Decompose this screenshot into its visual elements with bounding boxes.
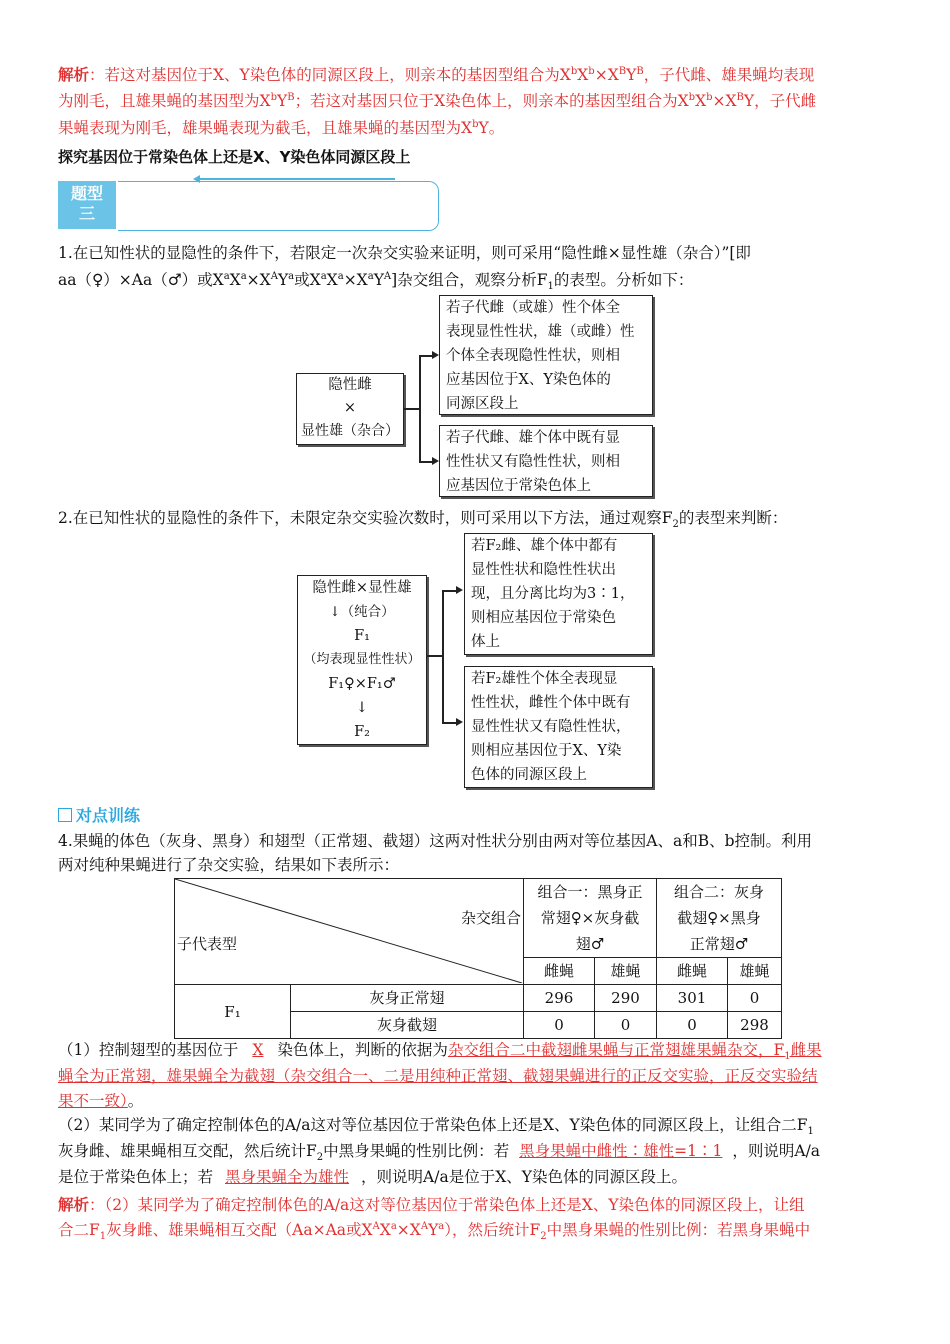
connector [419, 355, 421, 462]
diagram1-top-box: 若子代雌（或雄）性个体全 表现显性性状，雄（或雌）性 个体全表现隐性性状，则相 应基因位于X、Y染色体的 同源区段上 [439, 295, 653, 415]
table-cell: 290 [595, 985, 657, 1012]
question4-line2: 两对纯种果蝇进行了杂交实验，结果如下表所示： [58, 856, 400, 874]
diagram2-left-box: 隐性雌×显性雄 ↓（纯合） F₁ （均表现显性性状） F₁♀×F₁♂ ↓ F₂ [297, 575, 427, 745]
diagram1-left-box: 隐性雌 × 显性雄（杂合） [296, 373, 404, 445]
q4-part1-line3: 果不一致）。 [58, 1092, 144, 1110]
sub-header: 雌蝇 [657, 958, 728, 985]
diagram2-bottom-box: 若F₂雄性个体全表现显 性性状，雌性个体中既有 显性性状又有隐性性状， 则相应基因位于X、Y染 色体的同源区段上 [464, 666, 653, 788]
table-cell: 0 [728, 985, 782, 1012]
group1-header: 组合一：黑身正 常翅♀×灰身截 翅♂ [524, 879, 657, 958]
connector [404, 408, 420, 410]
connector [442, 590, 444, 723]
connector [442, 590, 456, 592]
connector [419, 461, 433, 463]
results-table [174, 878, 782, 1039]
arrow-right-icon [432, 351, 439, 359]
connector [442, 722, 456, 724]
paragraph1-line2: aa（♀）×Aa（♂）或$X^aX^a\times X^AY^a$或$X^aX^a\times X^aY^A$]杂交组合，观察分析$F_1$的表型。分析如下： [58, 270, 694, 293]
tag-panel [118, 181, 439, 231]
arrow-right-icon [456, 586, 463, 594]
tag-line2: 三 [78, 204, 95, 223]
table-cell: 298 [728, 1012, 782, 1039]
row-label: 灰身截翅 [291, 1012, 524, 1039]
header-cross-label: 杂交组合 [460, 909, 521, 927]
analysis-paragraph-line2: 为刚毛，且雄果蝇的基因型为$X^bY^B$；若这对基因只位于X染色体上，则亲本的基因型组合为$X^bX^b\times X^BY$，子代雌 [58, 91, 817, 110]
q4-part2-line1: （2）某同学为了确定控制体色的A/a这对等位基因位于常染色体上还是X、Y染色体的同源区段上，让组合二$F_1$ [58, 1116, 814, 1138]
connector [419, 355, 433, 357]
analysis-paragraph-line1: 解析：若这对基因位于X、Y染色体的同源区段上，则亲本的基因型组合为$X^bX^b\times X^BY^B$，子代雌、雄果蝇均表现 [58, 65, 815, 84]
answer-blank: X [252, 1041, 264, 1059]
diagram2-top-box: 若F₂雌、雄个体中都有 显性性状和隐性性状出 现，且分离比均为3∶1， 则相应基因位于常染色 体上 [464, 533, 653, 655]
q4-part1-line2: 蝇全为正常翅，雄果蝇全为截翅（杂交组合一、二是用纯种正常翅、截翅果蝇进行的正反交实验，正反交实验结 [58, 1067, 818, 1085]
answer-blank: 黑身果蝇中雌性∶雄性=1∶1 [519, 1142, 723, 1160]
table-cell: 0 [524, 1012, 595, 1039]
tag-arrow-line [195, 178, 395, 180]
table-diagonal-header [175, 879, 524, 985]
sub-header: 雌蝇 [524, 958, 595, 985]
analysis2-line1: 解析：（2）某同学为了确定控制体色的A/a这对等位基因位于常染色体上还是X、Y染色体的同源区段上，让组 [58, 1195, 805, 1214]
analysis-label: 解析 [58, 65, 90, 84]
table-cell: 0 [657, 1012, 728, 1039]
q4-part2-line2: 灰身雌、雄果蝇相互交配，然后统计$F_2$中黑身果蝇的性别比例：若 黑身果蝇中雌性∶雄性=1∶1 ，则说明A/a [58, 1142, 821, 1164]
training-section-title: 对点训练 [58, 803, 140, 826]
table-cell: 0 [595, 1012, 657, 1039]
paragraph2: 2.在已知性状的显隐性的条件下，未限定杂交实验次数时，则可采用以下方法，通过观察$F_2$的表型来判断： [58, 509, 788, 531]
q4-part1-line1: （1）控制翅型的基因位于 X 染色体上，判断的依据为杂交组合二中截翅雌果蝇与正常翅雄果蝇杂交，$F_1$雌果 [58, 1041, 822, 1063]
answer-blank: 杂交组合二中截翅雌果蝇与正常翅雄果蝇杂交，$F_1$雌果 [447, 1041, 822, 1063]
analysis-paragraph-line3: 果蝇表现为刚毛，雄果蝇表现为截毛，且雄果蝇的基因型为$X^bY$。 [58, 118, 505, 137]
question-type-tag [58, 181, 116, 229]
row-label: 灰身正常翅 [291, 985, 524, 1012]
paragraph1-line1: 1.在已知性状的显隐性的条件下，若限定一次杂交实验来证明，则可采用“隐性雌×显性雄（杂合）”[即 [58, 244, 751, 262]
group2-header: 组合二：灰身 截翅♀×黑身 正常翅♂ [657, 879, 782, 958]
header-offspring-label: 子代表型 [177, 935, 238, 953]
table-cell: 296 [524, 985, 595, 1012]
analysis2-line2: 合二$F_1$灰身雌、雄果蝇相互交配（Aa×Aa或$X^AX^a\times X^AY^a$），然后统计$F_2$中黑身果蝇的性别比例：若黑身果蝇中 [58, 1220, 811, 1243]
f1-cell: F₁ [175, 985, 291, 1039]
table-cell: 301 [657, 985, 728, 1012]
arrow-right-icon [456, 718, 463, 726]
tag-line1: 题型 [70, 184, 103, 203]
arrow-right-icon [432, 457, 439, 465]
checkbox-square-icon [58, 808, 72, 822]
q4-part2-line3: 是位于常染色体上；若 黑身果蝇全为雄性 ，则说明A/a是位于X、Y染色体的同源区段上。 [58, 1168, 687, 1186]
analysis-label: 解析 [58, 1195, 90, 1214]
sub-header: 雄蝇 [595, 958, 657, 985]
sub-header: 雄蝇 [728, 958, 782, 985]
question4-line1: 4.果蝇的体色（灰身、黑身）和翅型（正常翅、截翅）这两对性状分别由两对等位基因A、a和B、b控制。利用 [58, 832, 813, 850]
connector [427, 655, 443, 657]
diagram1-bottom-box: 若子代雌、雄个体中既有显 性性状又有隐性性状，则相 应基因位于常染色体上 [439, 425, 653, 497]
section-heading: 探究基因位于常染色体上还是X、Y染色体同源区段上 [58, 148, 411, 166]
answer-blank: 黑身果蝇全为雄性 [225, 1168, 350, 1186]
